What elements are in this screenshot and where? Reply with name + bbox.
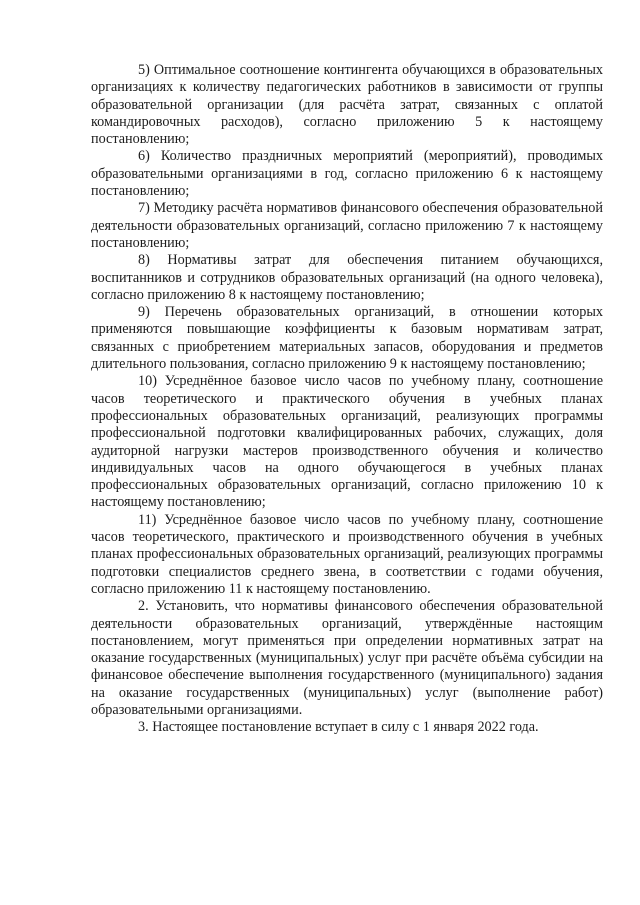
- document-body: [91, 62, 603, 737]
- paragraph-item-6: 6) Количество праздничных мероприятий (мероприятий), проводимых образовательными организациями в год, согласно приложению 6 к настоящему постановлению;: [91, 148, 603, 200]
- paragraph-item-7: 7) Методику расчёта нормативов финансового обеспечения образовательной деятельности образовательных организаций, согласно приложению 7 к настоящему постановлению;: [91, 200, 603, 251]
- paragraph-item-10: 10) Усреднённое базовое число часов по учебному плану, соотношение часов теоретического и практического обучения в учебных планах профессиональных образовательных организаций, реализующих программы профессиональной подготовки квалифицированных рабочих, служащих, доля аудиторной нагрузки мастеров производственного обучения и количество индивидуальных часов на одного обучающегося в учебных планах профессиональных образовательных организаций, согласно приложению 10 к настоящему постановлению;: [91, 373, 603, 511]
- paragraph-clause-2: 2. Установить, что нормативы финансового обеспечения образовательной деятельности образовательных организаций, утверждённые настоящим постановлением, могут применяться при определении нормативных затрат на оказание государственных (муниципальных) услуг при расчёте объёма субсидии на финансовое обеспечение выполнения государственного (муниципального) задания на оказание государственных (муниципальных) услуг (выполнение работ) образовательными организациями.: [91, 598, 603, 718]
- paragraph-clause-3: 3. Настоящее постановление вступает в силу с 1 января 2022 года.: [138, 719, 539, 736]
- paragraph-item-8: 8) Нормативы затрат для обеспечения питанием обучающихся, воспитанников и сотрудников образовательных организаций (на одного человека), согласно приложению 8 к настоящему постановлению;: [91, 252, 603, 303]
- paragraph-item-9: 9) Перечень образовательных организаций, в отношении которых применяются повышающие коэффициенты к базовым нормативам затрат, связанных с приобретением материальных запасов, оборудования и предметов длительного пользования, согласно приложению 9 к настоящему постановлению;: [91, 304, 603, 373]
- paragraph-item-11: 11) Усреднённое базовое число часов по учебному плану, соотношение часов теоретического, практического и производственного обучения в учебных планах профессиональных образовательных организаций, реализующих программы подготовки специалистов среднего звена, в соответствии с годами обучения, согласно приложению 11 к настоящему постановлению.: [91, 511, 603, 597]
- paragraph-item-5: 5) Оптимальное соотношение контингента обучающихся в образовательных организациях к количеству педагогических работников в зависимости от группы образовательной организации (для расчёта затрат, связанных с оплатой командировочных расходов), согласно приложению 5 к настоящему постановлению;: [91, 62, 603, 148]
